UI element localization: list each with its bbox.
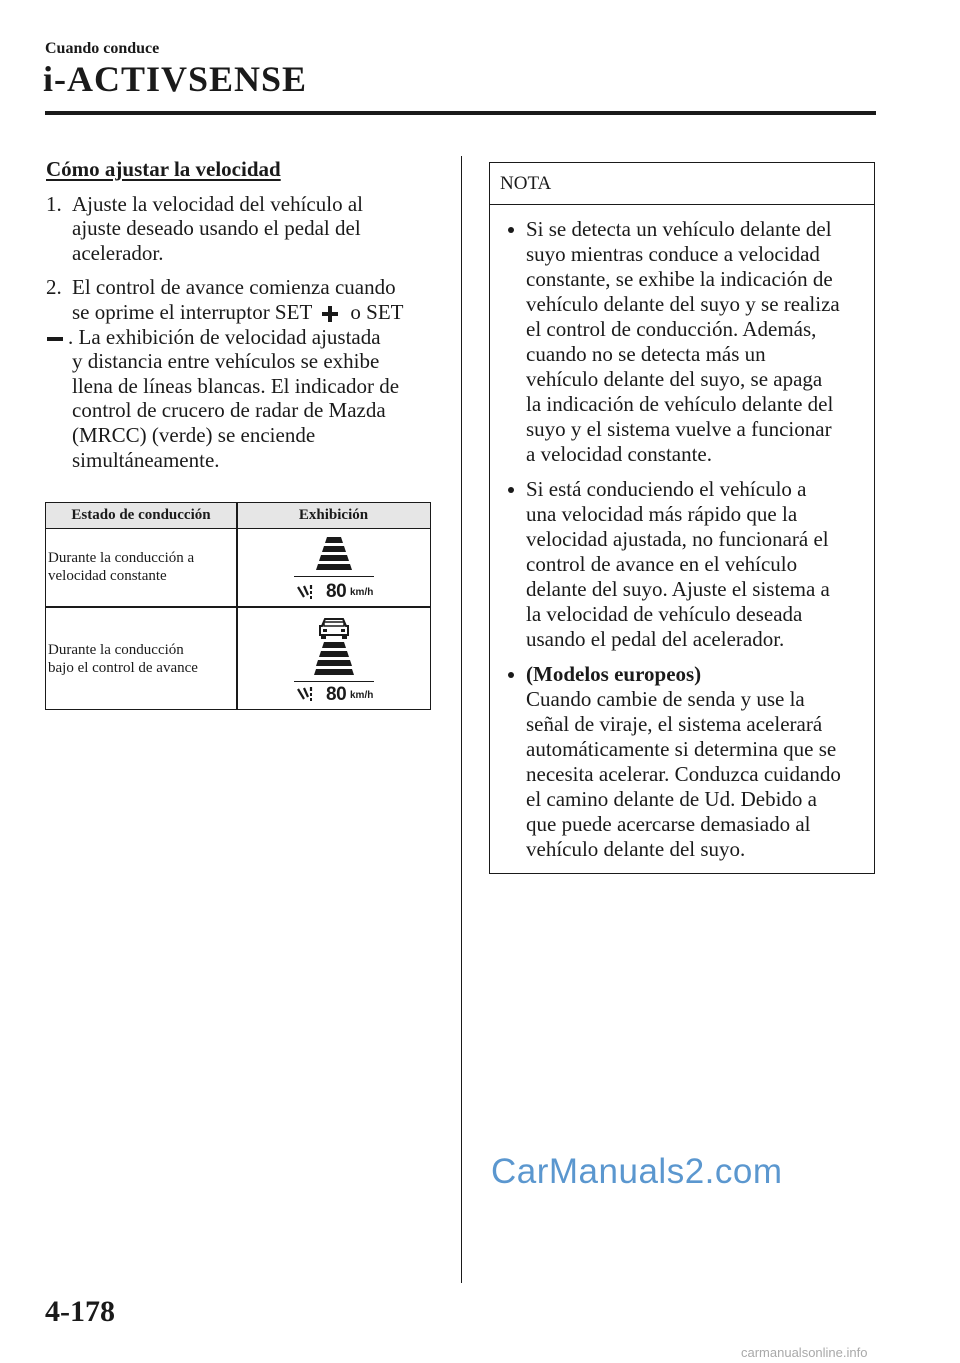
note-line: velocidad ajustada, no funcionará el	[526, 527, 829, 551]
note-item-title: (Modelos europeos)	[526, 662, 702, 686]
step-line-part: o SET	[350, 299, 404, 324]
table-cell-line: Durante la conducción	[48, 642, 184, 658]
radar-cruise-icon-dots	[310, 693, 312, 701]
table-cell	[48, 641, 234, 677]
set-speed-value: 80	[326, 684, 347, 705]
subsection-heading: Cómo ajustar la velocidad	[46, 157, 281, 181]
note-line: el camino delante de Ud. Debido a	[526, 787, 817, 811]
driving-status-table	[45, 502, 431, 710]
step-line	[72, 300, 434, 325]
table-cell-line: Durante la conducción a	[48, 550, 195, 566]
speed-unit: km/h	[350, 690, 374, 701]
note-line: Si está conduciendo el vehículo a	[526, 477, 807, 501]
step-line: Ajuste la velocidad del vehículo al	[72, 191, 363, 216]
vehicle-ahead-icon	[320, 619, 348, 639]
note-line: cuando no se detecta más un	[526, 342, 766, 366]
step-1	[46, 192, 434, 266]
note-line: suyo mientras conduce a velocidad	[526, 242, 820, 266]
note-box	[489, 162, 875, 874]
note-line: Si se detecta un vehículo delante del	[526, 217, 832, 241]
note-item	[502, 477, 867, 652]
step-line-part: . La exhibición de velocidad ajustada	[68, 324, 381, 349]
note-line: automáticamente si determina que se	[526, 737, 837, 761]
table-header-cell: Estado de conducción	[71, 507, 211, 523]
note-item	[502, 662, 867, 862]
note-line: el control de conducción. Además,	[526, 317, 817, 341]
step-line: simultáneamente.	[72, 447, 220, 472]
step-text	[72, 192, 434, 266]
header-rule	[45, 111, 876, 115]
table-header-cell: Exhibición	[298, 507, 369, 523]
radar-cruise-icon	[298, 687, 311, 699]
minus-icon	[46, 330, 64, 348]
note-item	[502, 217, 867, 467]
column-divider	[461, 156, 462, 1283]
note-line: que puede acercarse demasiado al	[526, 812, 811, 836]
table-cell-line: bajo el control de avance	[48, 660, 198, 676]
set-speed-value: 80	[326, 581, 347, 602]
page-number: 4-178	[45, 1295, 115, 1328]
note-line: suyo y el sistema vuelve a funcionar	[526, 417, 832, 441]
radar-cruise-icon-dots	[310, 591, 312, 599]
step-line: El control de avance comienza cuando	[72, 275, 396, 300]
table-cell-line: velocidad constante	[48, 568, 167, 584]
speed-unit: km/h	[350, 587, 374, 598]
note-line: delante del suyo. Ajuste el sistema a	[526, 577, 830, 601]
note-line: usando el pedal del acelerador.	[526, 627, 785, 651]
bullet-icon	[508, 487, 514, 493]
note-title: NOTA	[500, 173, 552, 194]
note-line: control de avance en el vehículo	[526, 552, 798, 576]
chapter-title: i-ACTIVSENSE	[43, 59, 308, 99]
step-line: y distancia entre vehículos se exhibe	[72, 349, 380, 374]
left-column	[46, 157, 434, 482]
table-header-row	[46, 503, 430, 529]
step-line: control de crucero de radar de Mazda	[72, 398, 386, 423]
step-line: acelerador.	[72, 240, 164, 265]
step-line: llena de líneas blancas. El indicador de	[72, 373, 400, 398]
step-2	[46, 275, 434, 472]
step-number: 2.	[46, 275, 62, 300]
bullet-icon	[508, 672, 514, 678]
note-header	[490, 163, 874, 205]
footer-url: carmanualsonline.info	[741, 1345, 868, 1360]
watermark: CarManuals2.com	[491, 1152, 783, 1191]
note-line: vehículo delante del suyo.	[526, 837, 746, 861]
note-line: vehículo delante del suyo y se realiza	[526, 292, 840, 316]
step-line: (MRCC) (verde) se enciende	[72, 422, 316, 447]
plus-icon	[321, 305, 339, 323]
table-cell	[48, 549, 234, 585]
note-line: necesita acelerar. Conduzca cuidando	[526, 762, 841, 786]
note-line: señal de viraje, el sistema acelerará	[526, 712, 823, 736]
note-line: constante, se exhibe la indicación de	[526, 267, 833, 291]
step-line: ajuste deseado usando el pedal del	[72, 216, 361, 241]
note-list	[502, 217, 867, 872]
note-line: vehículo delante del suyo, se apaga	[526, 367, 823, 391]
note-line: la indicación de vehículo delante del	[526, 392, 834, 416]
radar-cruise-icon	[298, 585, 311, 597]
note-line: la velocidad de vehículo deseada	[526, 602, 803, 626]
step-line	[46, 325, 434, 350]
step-number: 1.	[46, 191, 62, 216]
step-line-part: se oprime el interruptor SET	[72, 299, 312, 324]
bullet-icon	[508, 227, 514, 233]
section-label: Cuando conduce	[45, 40, 160, 57]
note-line: Cuando cambie de senda y use la	[526, 687, 805, 711]
note-line: una velocidad más rápido que la	[526, 502, 798, 526]
note-line: a velocidad constante.	[526, 442, 713, 466]
step-text	[68, 275, 434, 472]
